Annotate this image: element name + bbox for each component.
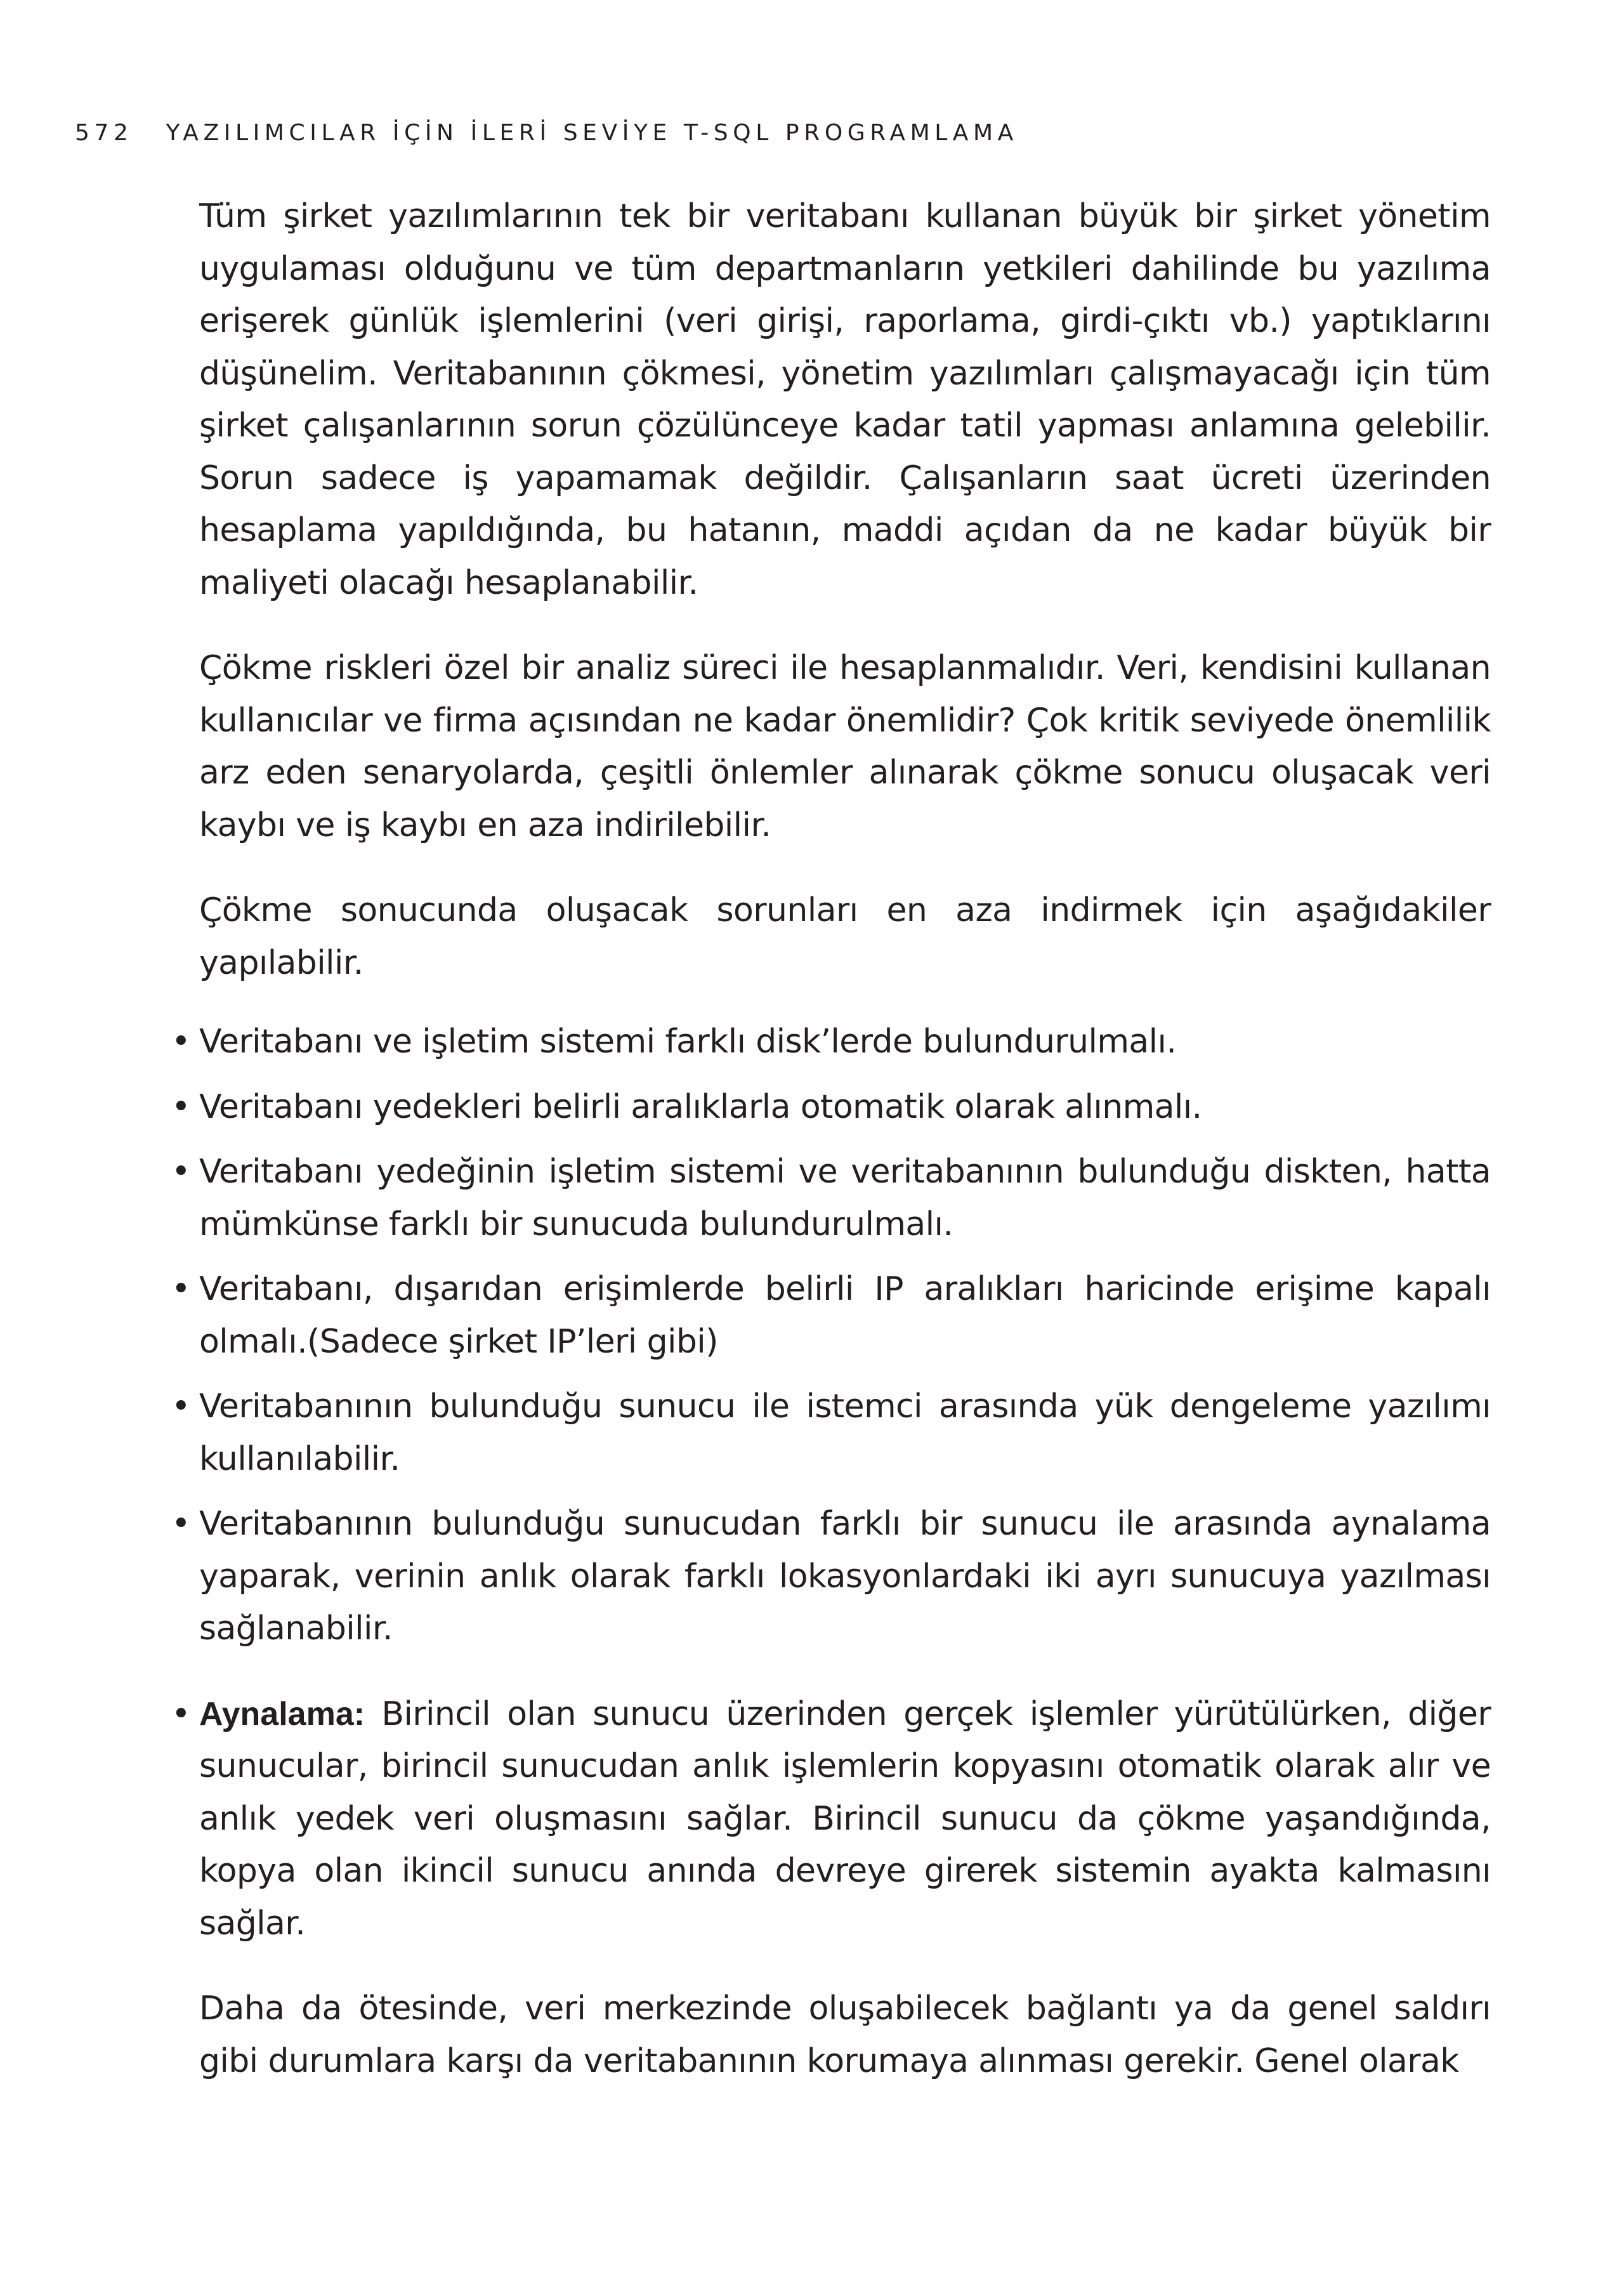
bullet-marker: • [171,1087,191,1126]
list-item [171,1146,1491,1250]
bullet-marker: • [171,1695,191,1733]
page-number: 572 [75,120,133,146]
list-item-text: Veritabanı ve işletim sistemi farklı disk’lerde bulundurulmalı. [199,1023,1177,1061]
paragraph-measures-intro: Çökme sonucunda oluşacak sorunları en aza indirmek için aşağıdakiler yapılabilir. [199,891,1491,982]
bullet-marker: • [171,1505,191,1543]
list-item [171,1498,1491,1655]
body-text [171,190,1491,2120]
list-item-text: Veritabanının bulunduğu sunucudan farklı bir sunucu ile arasında aynalama yaparak, verinin anlık olarak farklı lokasyonlardaki iki ayrı sunucuya yazılması sağlanabilir. [199,1505,1491,1648]
list-item-text: Veritabanı, dışarıdan erişimlerde belirli IP aralıkları haricinde erişime kapalı olmalı.(Sadece şirket IP’leri gibi) [199,1270,1491,1361]
bullet-marker: • [171,1023,191,1061]
measures-list [171,1016,1491,1655]
definition-text: Birincil olan sunucu üzerinden gerçek işlemler yürütülürken, diğer sunucular, birincil sunucudan anlık işlemlerin kopyasını otomatik olarak alır ve anlık yedek veri oluşmasını sağlar. Birincil sunucu da çökme yaşandığında, kopya olan ikincil sunucu anında devreye girerek sistemin ayakta kalmasını sağlar. [199,1695,1491,1943]
bullet-marker: • [171,1270,191,1308]
list-item-text: Veritabanı yedekleri belirli aralıklarla otomatik olarak alınmalı. [199,1087,1202,1126]
running-head [75,118,1534,148]
list-item [171,1016,1491,1068]
paragraph-crash-risks: Çökme riskleri özel bir analiz süreci ile hesaplanmalıdır. Veri, kendisini kullanan kullanıcılar ve firma açısından ne kadar önemlidir? Çok kritik seviyede önemlilik arz eden senaryolarda, çeşitli önlemler alınarak çökme sonucu oluşacak veri kaybı ve iş kaybı en aza indirilebilir. [199,649,1491,844]
definition-term: Aynalama: [199,1695,365,1733]
list-item-text: Veritabanının bulunduğu sunucu ile istemci arasında yük dengeleme yazılımı kullanılabilir. [199,1387,1491,1478]
definition-list [171,1688,1491,1950]
book-title: YAZILIMCILAR İÇİN İLERİ SEVİYE T-SQL PROGRAMLAMA [166,120,1018,146]
paragraph-further-protection: Daha da ötesinde, veri merkezinde oluşabilecek bağlantı ya da genel saldırı gibi durumlara karşı da veritabanının korumaya alınması gerekir. Genel olarak [199,1990,1491,2080]
list-item [171,1081,1491,1134]
definition-item [171,1688,1491,1950]
bullet-marker: • [171,1153,191,1191]
paragraph-intro: Tüm şirket yazılımlarının tek bir veritabanı kullanan büyük bir şirket yönetim uygulaması olduğunu ve tüm departmanların yetkileri dahilinde bu yazılıma erişerek günlük işlemlerini (veri girişi, raporlama, girdi-çıktı vb.) yaptıklarını düşünelim. Veritabanının çökmesi, yönetim yazılımları çalışmayacağı için tüm şirket çalışanlarının sorun çözülünceye kadar tatil yapması anlamına gelebilir. Sorun sadece iş yapamamak değildir. Çalışanların saat ücreti üzerinden hesaplama yapıldığında, bu hatanın, maddi açıdan da ne kadar büyük bir maliyeti olacağı hesaplanabilir. [199,197,1491,602]
list-item [171,1380,1491,1485]
bullet-marker: • [171,1387,191,1426]
list-item [171,1263,1491,1368]
list-item-text: Veritabanı yedeğinin işletim sistemi ve veritabanının bulunduğu diskten, hatta mümkünse farklı bir sunucuda bulundurulmalı. [199,1153,1491,1243]
